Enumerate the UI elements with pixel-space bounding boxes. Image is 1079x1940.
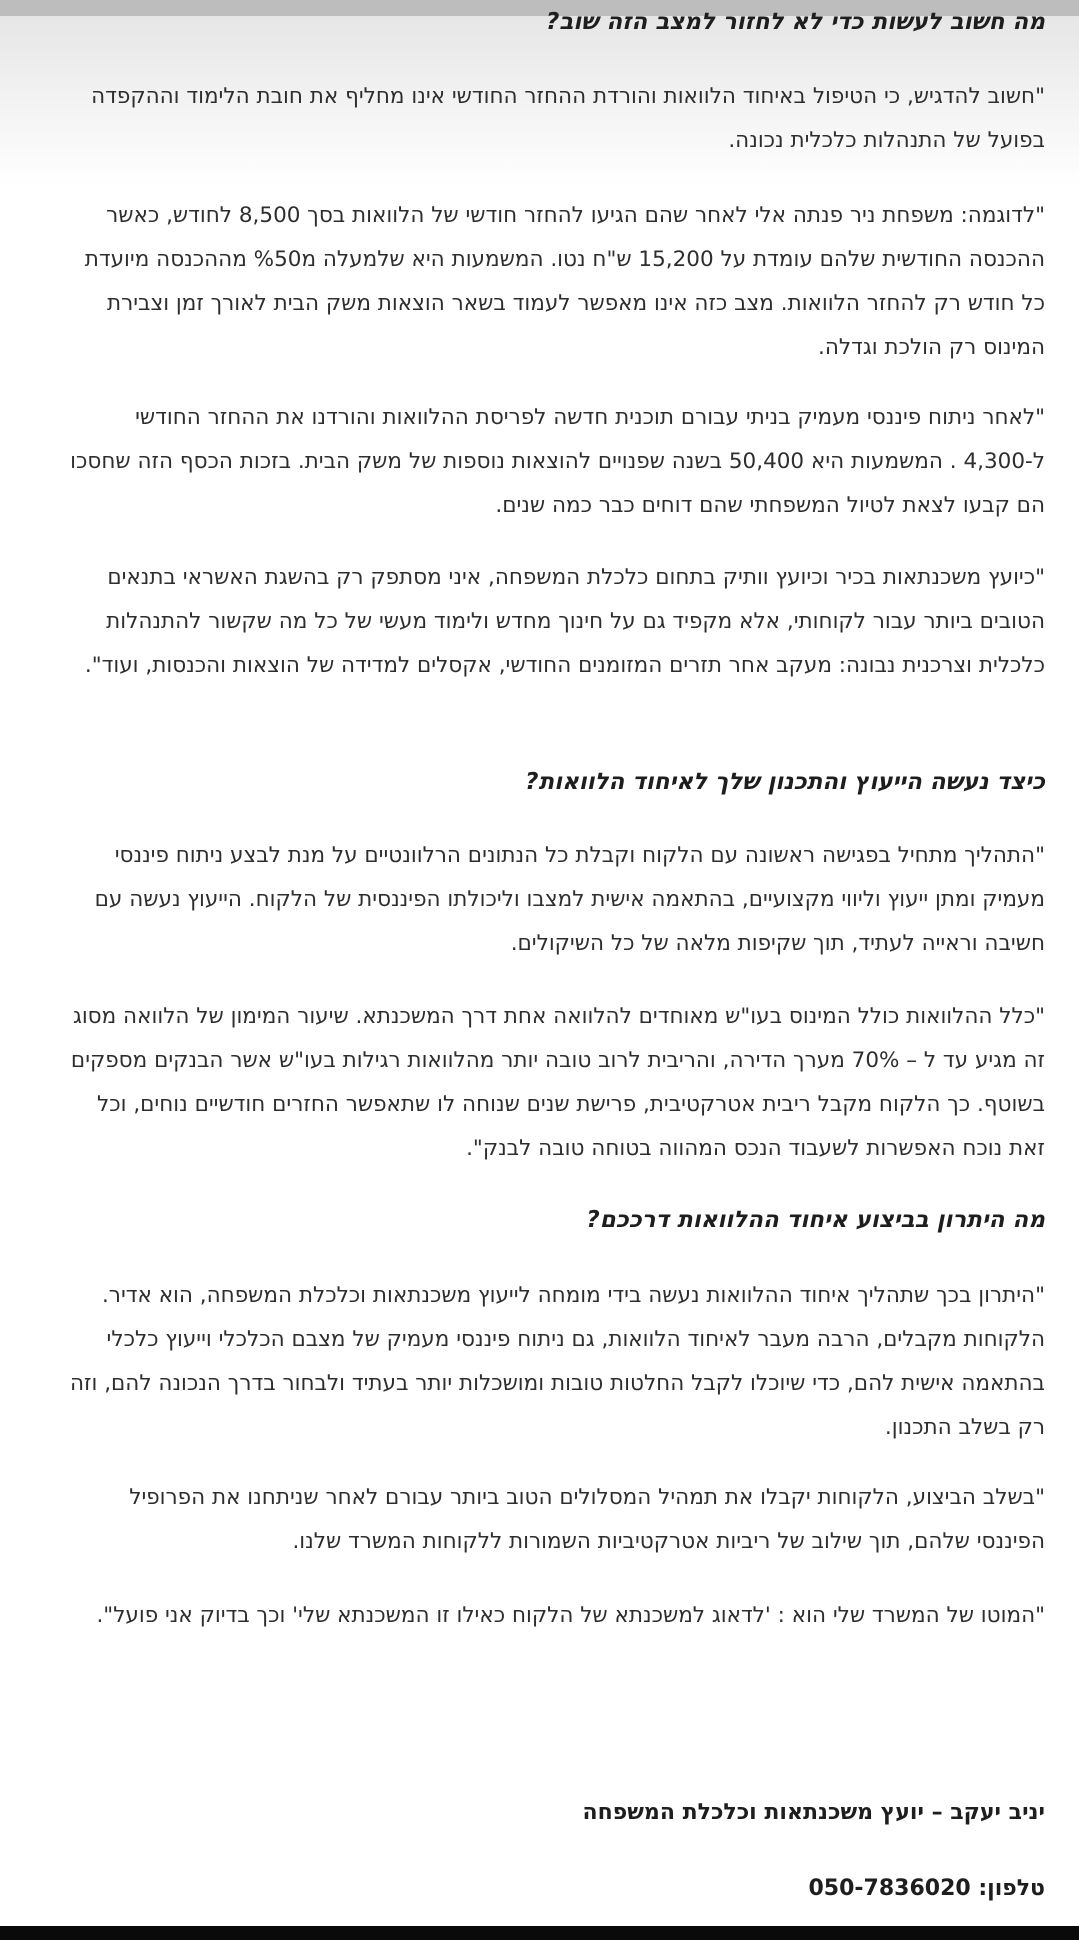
paragraph-5: "התהליך מתחיל בפגישה ראשונה עם הלקוח וקבלת כל הנתונים הרלוונטיים על מנת לבצע ניתוח פיננסי מעמיק ומתן ייעוץ וליווי מקצועיים, בהתאמה אישית למצבו וליכולתו הפיננסית של הלקוח. הייעוץ נעשה עם חשיבה וראייה לעתיד, תוך שקיפות מלאה של כל השיקולים. bbox=[94, 843, 1045, 956]
paragraph-1: "חשוב להדגיש, כי הטיפול באיחוד הלוואות והורדת ההחזר החודשי אינו מחליף את חובת הלימוד וההקפדה בפועל של התנהלות כלכלית נכונה. bbox=[91, 84, 1045, 153]
heading-return: מה חשוב לעשות כדי לא לחזור למצב הזה שוב? bbox=[545, 9, 1045, 35]
paragraph-7: "היתרון בכך שתהליך איחוד ההלוואות נעשה בידי מומחה לייעוץ משכנתאות וכלכלת המשפחה, הוא אדיר. הלקוחות מקבלים, הרבה מעבר לאיחוד הלוואות, גם ניתוח פיננסי מעמיק של מצבם הכלכלי וייעוץ כלכלי בהתאמה אישית להם, כדי שיוכלו לקבל החלטות טובות ומושכלות יותר בעתיד ולבחור בדרך הנכונה להם, וזה רק בשלב התכנון. bbox=[70, 1283, 1045, 1440]
paragraph-3: "לאחר ניתוח פיננסי מעמיק בניתי עבורם תוכנית חדשה לפריסת ההלוואות והורדנו את ההחזר החודשי ל-4,300 . המשמעות היא 50,400 בשנה שפנויים להוצאות נוספות של משק הבית. בזכות הכסף הזה שחסכו הם קבעו לצאת לטיול המשפחתי שהם דוחים כבר כמה שנים. bbox=[70, 405, 1045, 518]
bottom-nav-bar bbox=[0, 1926, 1079, 1940]
paragraph-6: "כלל ההלוואות כולל המינוס בעו"ש מאוחדים להלוואה אחת דרך המשכנתא. שיעור המימון של הלוואה מסוג זה מגיע עד ל – 70% מערך הדירה, והריבית לרוב טובה יותר מהלוואות רגילות בעו"ש אשר הבנקים מספקים בשוטף. כך הלקוח מקבל ריבית אטרקטיבית, פרישת שנים שנוחה לו שתאפשר החזרים חודשיים נוחים, וכל זאת נוכח האפשרות לשעבוד הנכס המהווה בטוחה טובה לבנק". bbox=[70, 1004, 1045, 1161]
phone-line bbox=[808, 1867, 1045, 1911]
paragraph-8: "בשלב הביצוע, הלקוחות יקבלו את תמהיל המסלולים הטוב ביותר עבורם לאחר שניתחנו את הפרופיל הפיננסי שלהם, תוך שילוב של ריביות אטרקטיביות השמורות ללקוחות המשרד שלנו. bbox=[129, 1485, 1045, 1554]
paragraph-4: "כיועץ משכנתאות בכיר וכיועץ וותיק בתחום כלכלת המשפחה, איני מסתפק רק בהשגת האשראי בתנאים הטובים ביותר עבור לקוחותי, אלא מקפיד גם על חינוך מחדש ולימוד מעשי של כל מה שקשור להתנהלות כלכלית וצרכנית נבונה: מעקב אחר תזרים המזומנים החודשי, אקסלים למדידה של הוצאות והכנסות, ועוד". bbox=[84, 565, 1045, 678]
paragraph-2: "לדוגמה: משפחת ניר פנתה אלי לאחר שהם הגיעו להחזר חודשי של הלוואות בסך 8,500 לחודש, כאשר ההכנסה החודשית שלהם עומדת על 15,200 ש"ח נטו. המשמעות היא שלמעלה מ%50 מההכנסה מיועדת כל חודש רק להחזר הלוואות. מצב כזה אינו מאפשר לעמוד בשאר הוצאות משק הבית לאורך זמן וצבירת המינוס רק הולכת וגדלה. bbox=[84, 203, 1045, 360]
heading-how: כיצד נעשה הייעוץ והתכנון שלך לאיחוד הלוואות? bbox=[525, 769, 1045, 795]
phone-number[interactable]: 050-7836020 bbox=[808, 1876, 971, 1901]
paragraph-9: "המוטו של המשרד שלי הוא : 'לדאוג למשכנתא של הלקוח כאילו זו המשכנתא שלי' וכך בדיוק אני פועל". bbox=[96, 1603, 1045, 1628]
author-signature: יניב יעקב – יועץ משכנתאות וכלכלת המשפחה bbox=[582, 1800, 1045, 1825]
heading-advantage: מה היתרון בביצוע איחוד ההלוואות דרככם? bbox=[586, 1207, 1045, 1233]
phone-label: טלפון: bbox=[978, 1876, 1045, 1901]
